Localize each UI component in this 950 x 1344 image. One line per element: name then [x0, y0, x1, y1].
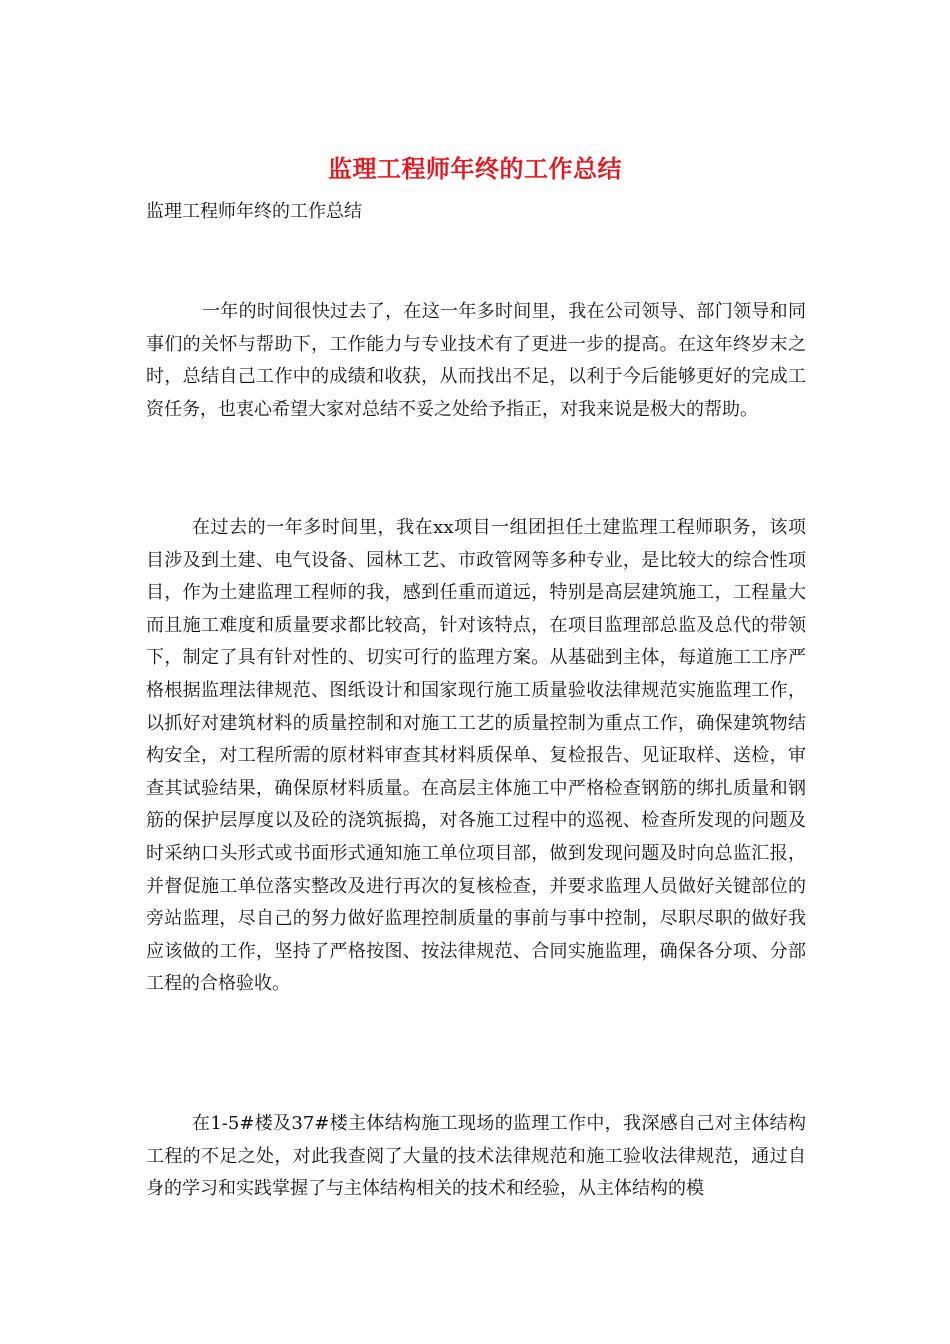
paragraph-structure-work: 在1-5#楼及37#楼主体结构施工现场的监理工作中，我深感自己对主体结构工程的不足之处，对此我查阅了大量的技术法律规范和施工验收法律规范，通过自身的学习和实践掌握了与主体结构相关的技术和经验，从主体结构的模 [146, 1113, 806, 1200]
paragraph-project-work: 在过去的一年多时间里，我在xx项目一组团担任土建监理工程师职务，该项目涉及到土建、电气设备、园林工艺、市政管网等多种专业，是比较大的综合性项目，作为土建监理工程师的我，感到任重而道远，特别是高层建筑施工，工程量大而且施工难度和质量要求都比较高，针对该特点，在项目监理部总监及总代的带领下，制定了具有针对性的、切实可行的监理方案。从基础到主体，每道施工工序严格根据监理法律规范、图纸设计和国家现行施工质量验收法律规范实施监理工作，以抓好对建筑材料的质量控制和对施工工艺的质量控制为重点工作，确保建筑物结构安全，对工程所需的原材料审查其材料质保单、复检报告、见证取样、送检，审查其试验结果，确保原材料质量。在高层主体施工中严格检查钢筋的绑扎质量和钢筋的保护层厚度以及砼的浇筑振捣，对各施工过程中的巡视、检查所发现的问题及时采纳口头形式或书面形式通知施工单位项目部，做到发现问题及时向总监汇报，并督促施工单位落实整改及进行再次的复核检查，并要求监理人员做好关键部位的旁站监理，尽自己的努力做好监理控制质量的事前与事中控制，尽职尽职的做好我应该做的工作，坚持了严格按图、按法律规范、合同实施监理，确保各分项、分部工程的合格验收。 [146, 517, 806, 995]
document-title: 监理工程师年终的工作总结 [328, 154, 622, 183]
document-subtitle: 监理工程师年终的工作总结 [146, 201, 362, 222]
paragraph-intro: 一年的时间很快过去了，在这一年多时间里，我在公司领导、部门领导和同事们的关怀与帮助下，工作能力与专业技术有了更进一步的提高。在这年终岁末之时，总结自己工作中的成绩和收获，从而找出不足，以利于今后能够更好的完成工资任务，也衷心希望大家对总结不妥之处给予指正，对我来说是极大的帮助。 [146, 301, 806, 420]
